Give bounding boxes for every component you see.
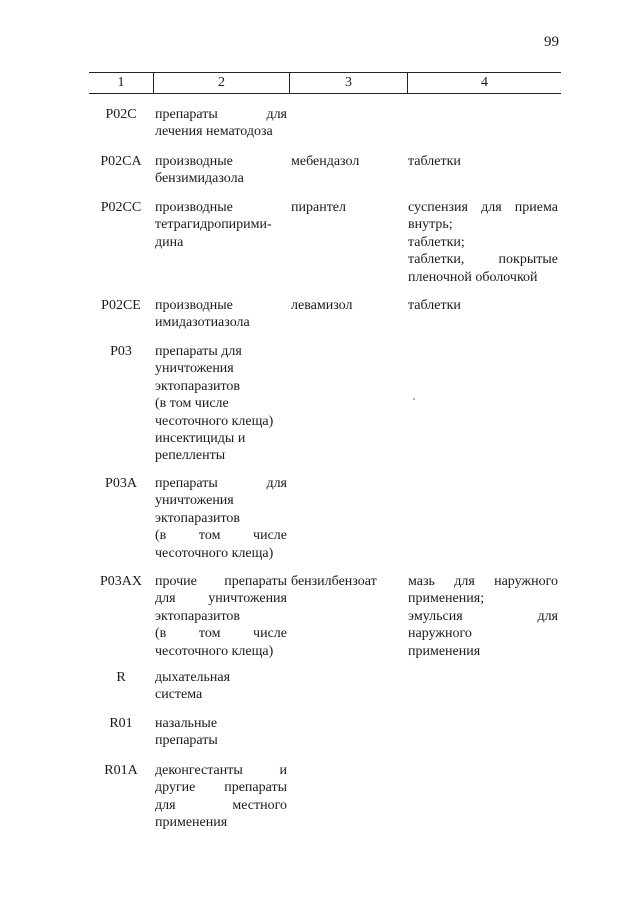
group-name: [155, 762, 287, 832]
group-name-line: репелленты: [155, 448, 226, 464]
group-name-line: препараты для: [155, 344, 242, 359]
column-header-2: 2: [153, 73, 289, 93]
atc-code: P02CA: [100, 154, 142, 169]
group-name-line: деконгестанты и: [155, 763, 287, 778]
dosage-form: [408, 573, 558, 660]
group-name: [155, 297, 287, 332]
dosage-form-line: применения: [408, 643, 481, 659]
group-name: [155, 573, 287, 660]
group-name-line: лечения нематодоза: [155, 124, 273, 140]
group-name-line: чесоточного клеща): [155, 413, 274, 429]
group-name: [155, 106, 287, 141]
group-name-line: дина: [155, 234, 184, 250]
atc-code: R01A: [104, 763, 138, 778]
group-name-line: производные: [155, 298, 233, 313]
group-name-line: инсектициды и: [155, 431, 246, 447]
group-name: [155, 153, 287, 188]
atc-code: R01: [109, 716, 133, 731]
column-header-4: 4: [407, 73, 561, 93]
dosage-form-line: пленочной оболочкой: [408, 269, 538, 285]
group-name-line: система: [155, 687, 203, 703]
group-name-line: тетрагидропирими-: [155, 217, 272, 233]
dosage-form-line: наружного: [408, 626, 472, 642]
dosage-form-line: применения;: [408, 591, 485, 607]
group-name-line: прочие препараты: [155, 574, 287, 589]
active-substance: мебендазол: [291, 154, 360, 169]
atc-code: P03: [110, 344, 132, 359]
active-substance: бензилбензоат: [291, 574, 377, 589]
group-name: [155, 669, 287, 704]
atc-code: P02CE: [101, 298, 141, 313]
group-name-line: (в том числе: [155, 396, 229, 412]
group-name-line: уничтожения: [155, 493, 234, 509]
group-name-line: дыхательная: [155, 670, 231, 685]
group-name-line: эктопаразитов: [155, 510, 241, 526]
dosage-form-line: таблетки: [408, 298, 461, 313]
group-name-line: чесоточного клеща): [155, 545, 274, 561]
group-name-line: другие препараты: [155, 780, 287, 796]
column-header-1: 1: [117, 75, 125, 90]
group-name-line: имидазотиазола: [155, 315, 250, 331]
dosage-form-line: мазь для наружного: [408, 574, 558, 589]
group-name-line: производные: [155, 200, 233, 215]
group-name-line: для местного: [155, 797, 287, 813]
atc-code: P03AX: [99, 574, 142, 589]
group-name-line: уничтожения: [155, 361, 234, 377]
atc-code: P02CC: [100, 200, 142, 215]
group-name-line: (в том числе: [155, 528, 287, 544]
group-name-line: препараты для: [155, 107, 287, 122]
group-name-line: бензимидазола: [155, 171, 244, 187]
group-name: [155, 199, 287, 251]
group-name-line: назальные: [155, 716, 218, 731]
scan-speck: [413, 398, 415, 400]
group-name: [155, 343, 287, 465]
active-substance: пирантел: [291, 200, 347, 215]
group-name-line: эктопаразитов: [155, 378, 241, 394]
dosage-form-line: таблетки: [408, 154, 461, 169]
dosage-form-line: внутрь;: [408, 217, 453, 233]
group-name: [155, 475, 287, 562]
table-header: [89, 72, 561, 94]
atc-code: P02C: [105, 107, 137, 122]
group-name-line: препараты для: [155, 476, 287, 491]
group-name: [155, 715, 287, 750]
atc-code: R: [116, 670, 126, 685]
group-name-line: чесоточного клеща): [155, 643, 274, 659]
dosage-form-line: таблетки;: [408, 234, 465, 250]
dosage-form-line: эмульсия для: [408, 608, 558, 624]
active-substance: левамизол: [291, 298, 353, 313]
dosage-form: [408, 153, 558, 170]
atc-code: P03A: [105, 476, 137, 491]
group-name-line: препараты: [155, 733, 218, 749]
group-name-line: (в том числе: [155, 626, 287, 642]
group-name-line: производные: [155, 154, 233, 169]
group-name-line: для уничтожения: [155, 591, 287, 607]
column-header-3: 3: [289, 73, 407, 93]
page-number: 99: [544, 34, 559, 50]
dosage-form: [408, 297, 558, 314]
dosage-form-line: суспензия для приема: [408, 200, 558, 215]
dosage-form: [408, 199, 558, 286]
group-name-line: применения: [155, 815, 228, 831]
group-name-line: эктопаразитов: [155, 608, 241, 624]
dosage-form-line: таблетки, покрытые: [408, 252, 558, 268]
